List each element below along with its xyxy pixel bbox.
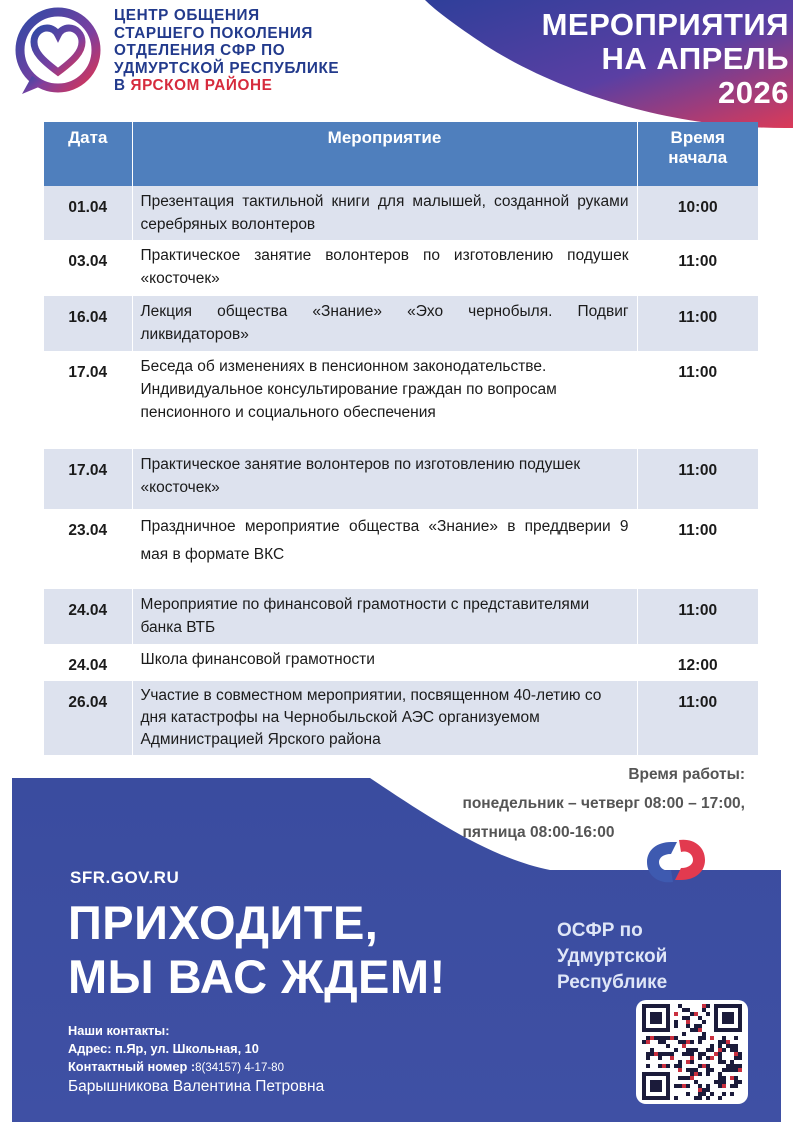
table-row bbox=[44, 644, 758, 681]
org-line-4: УДМУРТСКОЙ РЕСПУБЛИКЕ bbox=[114, 59, 340, 77]
row-date: 17.04 bbox=[44, 351, 132, 449]
row-event: Лекция общества «Знание» «Эхо чернобыля. Подвиг ликвидаторов» bbox=[132, 296, 637, 351]
row-time: 11:00 bbox=[637, 240, 758, 296]
header-time-line-1: Время bbox=[670, 128, 725, 147]
table-row bbox=[44, 681, 758, 755]
row-time: 11:00 bbox=[637, 351, 758, 449]
osfr-line-3: Республике bbox=[557, 972, 668, 993]
table-row bbox=[44, 449, 758, 509]
organization-name bbox=[114, 7, 339, 95]
table-row bbox=[44, 296, 758, 351]
website-label: SFR.GOV.RU bbox=[70, 868, 180, 887]
table-header-row bbox=[44, 122, 758, 186]
banner-title bbox=[542, 8, 789, 110]
qr-code-icon bbox=[636, 1000, 748, 1104]
row-event: Практическое занятие волонтеров по изготовлению подушек «косточек» bbox=[132, 449, 637, 509]
row-time: 12:00 bbox=[637, 644, 758, 681]
row-date: 03.04 bbox=[44, 240, 132, 296]
row-time: 11:00 bbox=[637, 509, 758, 589]
header-event: Мероприятие bbox=[132, 122, 637, 186]
slogan-line-2: МЫ ВАС ЖДЕМ! bbox=[68, 950, 446, 1003]
header-time-line-2: начала bbox=[668, 148, 728, 167]
row-event: Праздничное мероприятие общества «Знание» в преддверии 9 мая в формате ВКС bbox=[132, 509, 637, 589]
osfr-line-2: Удмуртской bbox=[557, 946, 668, 967]
org-line-3: ОТДЕЛЕНИЯ СФР ПО bbox=[114, 42, 286, 59]
row-event: Презентация тактильной книги для малышей, созданной руками серебряных волонтеров bbox=[132, 186, 637, 240]
osfr-label bbox=[557, 918, 667, 996]
osfr-line-1: ОСФР по bbox=[557, 920, 643, 941]
hours-title: Время работы: bbox=[628, 766, 745, 783]
contacts-block bbox=[68, 1022, 324, 1097]
row-time: 11:00 bbox=[637, 681, 758, 755]
org-line-2: СТАРШЕГО ПОКОЛЕНИЯ bbox=[114, 24, 314, 42]
org-line-5 bbox=[114, 77, 339, 95]
table-row bbox=[44, 509, 758, 589]
row-date: 23.04 bbox=[44, 509, 132, 589]
org-line-5-highlight: ЯРСКОМ РАЙОНЕ bbox=[130, 77, 273, 94]
row-event: Участие в совместном мероприятии, посвященном 40-летию со дня катастрофы на Чернобыльской АЭС организуемом Администрацией Ярского района bbox=[132, 681, 637, 755]
banner-line-1: МЕРОПРИЯТИЯ bbox=[541, 7, 789, 42]
header-date: Дата bbox=[44, 122, 132, 186]
slogan bbox=[68, 896, 446, 1004]
row-event: Мероприятие по финансовой грамотности с представителями банка ВТБ bbox=[132, 589, 637, 644]
row-date: 01.04 bbox=[44, 186, 132, 240]
row-event: Беседа об изменениях в пенсионном законодательстве. Индивидуальное консультирование граждан по вопросам пенсионного и социального обеспечения bbox=[132, 351, 637, 449]
row-time: 11:00 bbox=[637, 449, 758, 509]
row-date: 17.04 bbox=[44, 449, 132, 509]
row-event: Школа финансовой грамотности bbox=[132, 644, 637, 681]
table-row bbox=[44, 186, 758, 240]
org-line-5-prefix: В bbox=[114, 77, 131, 94]
table-row bbox=[44, 351, 758, 449]
row-time: 11:00 bbox=[637, 589, 758, 644]
contacts-phone: 8(34157) 4-17-80 bbox=[195, 1062, 284, 1074]
events-table bbox=[44, 122, 758, 755]
sfr-logo-icon bbox=[641, 834, 711, 888]
table-row bbox=[44, 240, 758, 296]
row-date: 26.04 bbox=[44, 681, 132, 755]
row-event: Практическое занятие волонтеров по изготовлению подушек «косточек» bbox=[132, 240, 637, 296]
row-date: 24.04 bbox=[44, 589, 132, 644]
banner-line-2: НА АПРЕЛЬ bbox=[601, 41, 789, 76]
org-line-1: ЦЕНТР ОБЩЕНИЯ bbox=[114, 7, 260, 24]
slogan-line-1: ПРИХОДИТЕ, bbox=[68, 896, 379, 949]
banner-line-3: 2026 bbox=[718, 75, 789, 110]
row-time: 11:00 bbox=[637, 296, 758, 351]
contacts-phone-row bbox=[68, 1058, 324, 1077]
contacts-phone-label: Контактный номер : bbox=[68, 1059, 196, 1074]
heart-speech-bubble-icon bbox=[12, 6, 104, 98]
contacts-person: Барышникова Валентина Петровна bbox=[68, 1078, 325, 1095]
contacts-address: Адрес: п.Яр, ул. Школьная, 10 bbox=[68, 1041, 259, 1056]
row-date: 24.04 bbox=[44, 644, 132, 681]
title-banner bbox=[425, 0, 793, 128]
hours-friday: пятница 08:00-16:00 bbox=[462, 824, 615, 841]
contacts-title: Наши контакты: bbox=[68, 1023, 170, 1038]
header-time bbox=[637, 122, 758, 186]
table-row bbox=[44, 589, 758, 644]
hours-weekdays: понедельник – четверг 08:00 – 17:00, bbox=[462, 795, 745, 812]
row-date: 16.04 bbox=[44, 296, 132, 351]
row-time: 10:00 bbox=[637, 186, 758, 240]
